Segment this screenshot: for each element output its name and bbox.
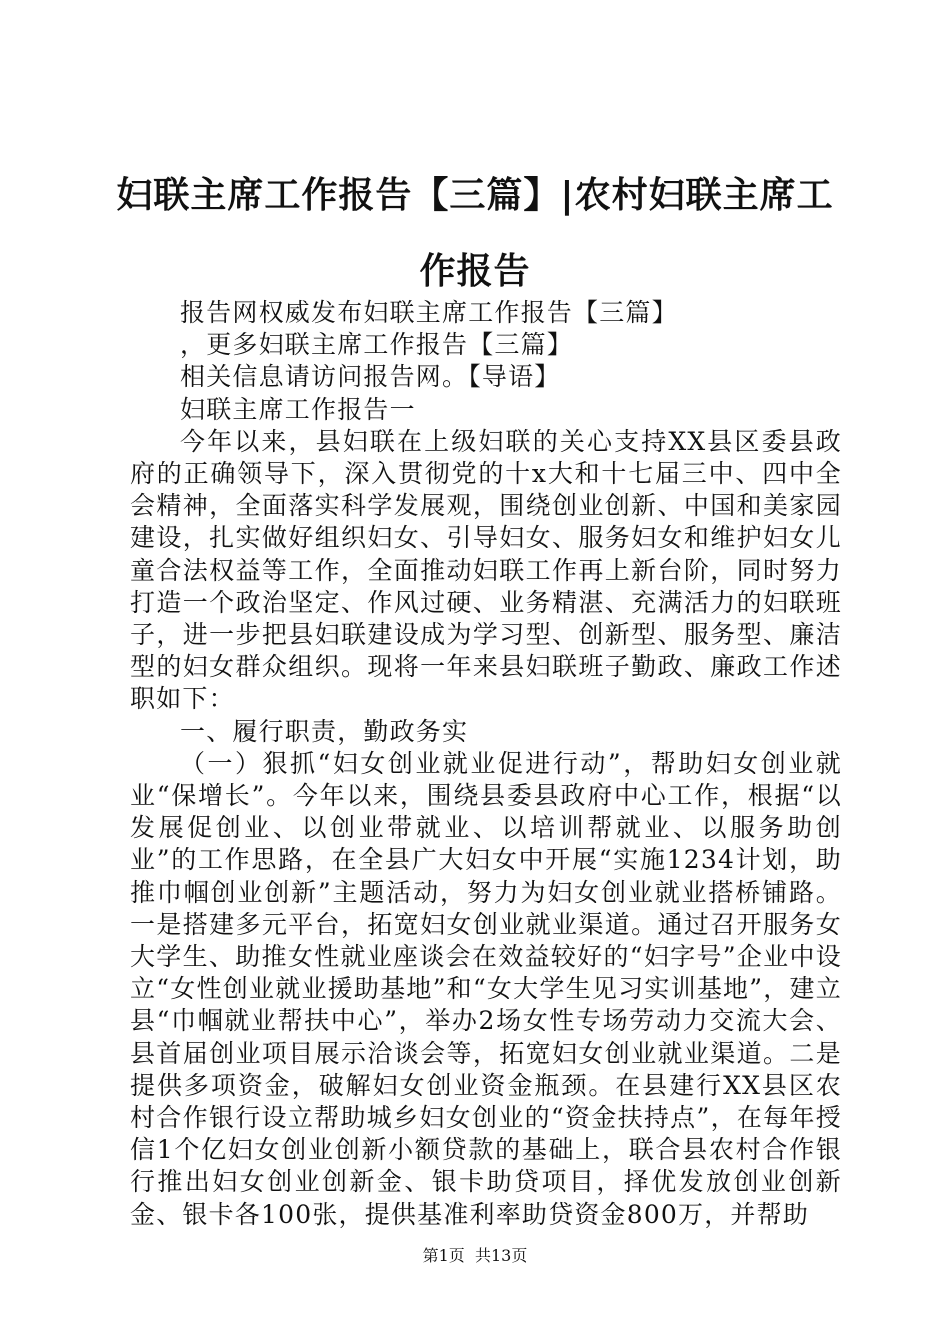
section-heading: 妇联主席工作报告一 — [180, 394, 416, 424]
page-total: 共13页 — [474, 1246, 528, 1265]
intro-line-2: ，更多妇联主席工作报告【三篇】 — [180, 330, 574, 360]
body-paragraph: （一）狠抓“妇女创业就业促进行动”，帮助妇女创业就业“保增长”。今年以来，围绕县委县政府中心工作，根据“以发展促创业、以创业带就业、以培训帮就业、以服务助创业”的工作思路，在全县广大妇女中开展“实施1234计划，助推巾帼创业创新”主题活动，努力为妇女创业就业搭桥铺路。一是搭建多元平台，拓宽妇女创业就业渠道。通过召开服务女大学生、助推女性就业座谈会在效益较好的“妇字号”企业中设立“女性创业就业援助基地”和“女大学生见习实训基地”，建立县“巾帼就业帮扶中心”，举办2场女性专场劳动力交流大会、县首届创业项目展示洽谈会等，拓宽妇女创业就业渠道。二是提供多项资金，破解妇女创业资金瓶颈。在县建行XX县区农村合作银行设立帮助城乡妇女创业的“资金扶持点”，在每年授信1个亿妇女创业创新小额贷款的基础上，联合县农村合作银行推出妇女创业创新金、银卡助贷项目，择优发放创业创新金、银卡各100张，提供基准利率助贷资金800万，并帮助 — [130, 748, 842, 1229]
page-number: 第1页 — [422, 1246, 465, 1265]
subsection-heading: 一、履行职责，勤政务实 — [180, 716, 469, 746]
document-title: 妇联主席工作报告【三篇】|农村妇联主席工作报告 — [116, 175, 834, 292]
body-paragraph: 今年以来，县妇联在上级妇联的关心支持XX县区委县政府的正确领导下，深入贯彻党的十x大和十七届三中、四中全会精神，全面落实科学发展观，围绕创业创新、中国和美家园建设，扎实做好组织妇女、引导妇女、服务妇女和维护妇女儿童合法权益等工作，全面推动妇联工作再上新台阶，同时努力打造一个政治坚定、作风过硬、业务精湛、充满活力的妇联班子，进一步把县妇联建设成为学习型、创新型、服务型、廉洁型的妇女群众组织。现将一年来县妇联班子勤政、廉政工作述职如下： — [130, 426, 842, 714]
intro-line-1: 报告网权威发布妇联主席工作报告【三篇】 — [180, 298, 678, 327]
page-footer — [0, 1246, 950, 1266]
intro-line-3: 相关信息请访问报告网。【导语】 — [180, 362, 561, 392]
document-body — [130, 297, 842, 1231]
